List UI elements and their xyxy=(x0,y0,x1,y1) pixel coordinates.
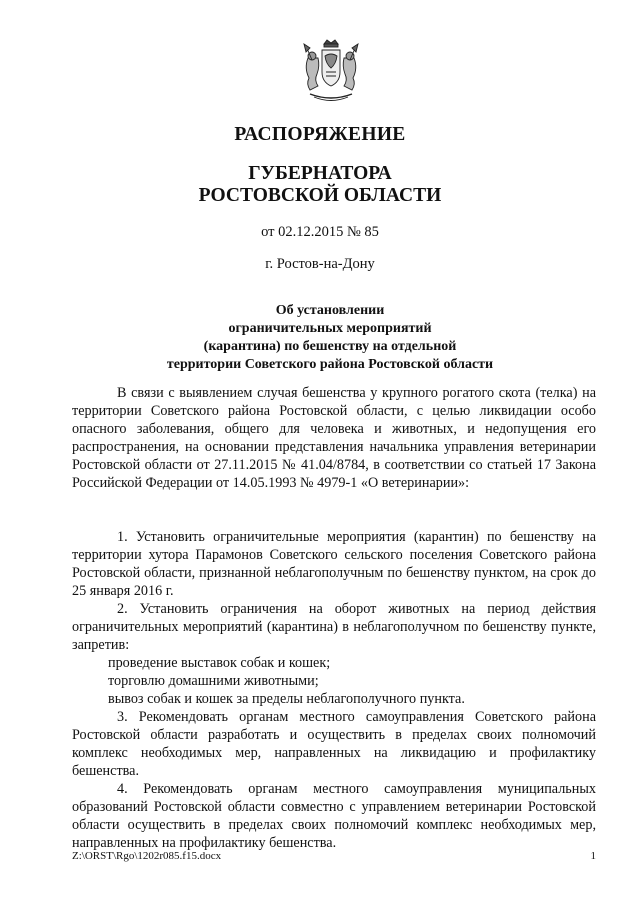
title-line-4: территории Советского района Ростовской области xyxy=(166,357,494,372)
title-line-1: Об установлении xyxy=(275,303,385,318)
item-2-sub-3: вывоз собак и кошек за пределы неблагополучного пункта. xyxy=(108,691,465,707)
item-3-paragraph: 3. Рекомендовать органам местного самоуправления Советского района Ростовской области разработать и осуществить в пределах своих полномочий комплекс необходимых мер, направленных на ликвидацию и профилактику бешенства. xyxy=(72,709,596,779)
item-2-paragraph: 2. Установить ограничения на оборот животных на период действия ограничительных мероприятий (карантина) в неблагополучном по бешенству пункте, запретив: xyxy=(72,601,596,653)
items-section xyxy=(72,528,596,852)
footer-page-number: 1 xyxy=(590,850,596,862)
document-type: РАСПОРЯЖЕНИЕ xyxy=(234,124,406,145)
title-line-2: ограничительных мероприятий xyxy=(228,321,432,336)
document-date-number: от 02.12.2015 № 85 xyxy=(261,224,379,240)
issuer-line-1: ГУБЕРНАТОРА xyxy=(248,163,392,184)
preamble-paragraph: В связи с выявлением случая бешенства у крупного рогатого скота (телка) на территории Советского района Ростовской области, с целью ликвидации особо опасного заболевания, общего для человека и животных, и недопущения его распространения, на основании представления начальника управления ветеринарии Ростовской области от 27.11.2015 № 41.04/8784, в соответствии со статьей 17 Закона Российской Федерации от 14.05.1993 № 4979-1 «О ветеринарии»: xyxy=(72,385,596,491)
item-2-sub-1: проведение выставок собак и кошек; xyxy=(108,655,331,671)
coat-of-arms-emblem xyxy=(300,38,362,104)
document-title xyxy=(140,302,520,374)
issuer-line-2: РОСТОВСКОЙ ОБЛАСТИ xyxy=(198,185,442,206)
footer-file-path: Z:\ORST\Rgo\1202r085.f15.docx xyxy=(72,850,222,862)
item-4-paragraph: 4. Рекомендовать органам местного самоуправления муниципальных образований Ростовской области совместно с управлением ветеринарии Ростовской области осуществить в пределах своих полномочий комплекс необходимых мер, направленных на профилактику бешенства. xyxy=(72,781,596,851)
item-2-sub-2: торговлю домашними животными; xyxy=(108,673,319,689)
item-1-paragraph: 1. Установить ограничительные мероприятия (карантин) по бешенству на территории хутора Парамонов Советского сельского поселения Советского района Ростовской области, признанной неблагополучным по бешенству пунктом, на срок до 25 января 2016 г. xyxy=(72,529,596,599)
preamble-section xyxy=(72,384,596,492)
title-line-3: (карантина) по бешенству на отдельной xyxy=(203,339,457,354)
document-city: г. Ростов-на-Дону xyxy=(265,256,375,272)
